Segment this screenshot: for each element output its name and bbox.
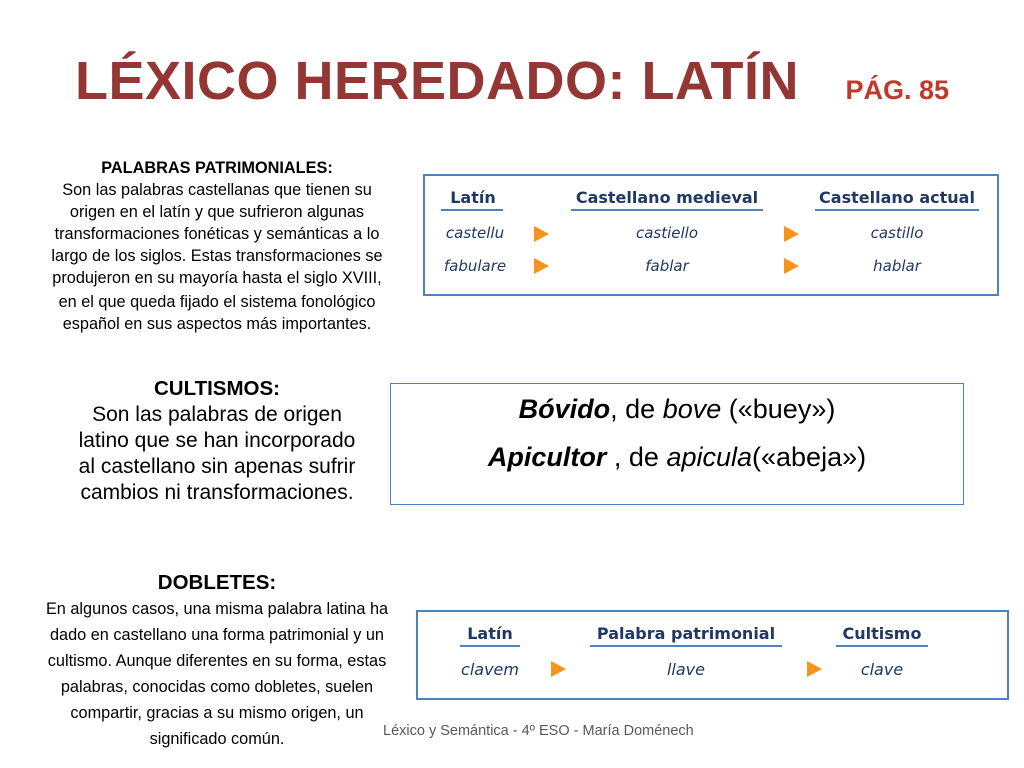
cultismos-line: cambios ni transformaciones. [80, 481, 354, 504]
table1-cell: fablar [645, 257, 689, 275]
cultismos-line: latino que se han incorporado [78, 429, 356, 452]
table1-header-actual: Castellano actual [819, 188, 975, 207]
arrow-right-icon [551, 661, 566, 677]
arrow-right-icon [534, 258, 549, 274]
example-word: Apicultor [487, 442, 607, 472]
table1-header-underline [815, 209, 979, 211]
patrimoniales-line: origen en el latín y que sufrieron algunas [69, 203, 365, 221]
table2-header-cultismo: Cultismo [842, 624, 922, 643]
cultismos-examples-box [390, 383, 964, 505]
patrimoniales-line: transformaciones fonéticas y semánticas a lo [54, 225, 380, 243]
table2-header-underline [590, 645, 782, 647]
table1-cell: hablar [873, 257, 921, 275]
table2-cell: clavem [461, 660, 519, 679]
arrow-right-icon [784, 226, 799, 242]
example-line [391, 442, 963, 473]
cultismos-line: al castellano sin apenas sufrir [78, 455, 356, 478]
patrimoniales-table [423, 174, 999, 296]
table1-header-underline [571, 209, 763, 211]
table1-header-underline [441, 209, 503, 211]
dobletes-line: palabras, conocidas como dobletes, suelen [60, 678, 374, 696]
table2-header-underline [460, 645, 520, 647]
example-connector: , de [610, 394, 663, 424]
title-page-ref: PÁG. 85 [845, 75, 949, 105]
example-gloss: («abeja») [752, 442, 867, 472]
cultismos-heading: CULTISMOS: [153, 377, 281, 400]
patrimoniales-section [20, 157, 414, 335]
example-connector: , de [606, 442, 667, 472]
patrimoniales-heading: PALABRAS PATRIMONIALES: [101, 159, 333, 177]
table2-cell: llave [666, 660, 705, 679]
example-word: Bóvido [518, 394, 611, 424]
arrow-right-icon [534, 226, 549, 242]
arrow-right-icon [807, 661, 822, 677]
slide-title [0, 50, 1024, 112]
dobletes-section [20, 570, 414, 752]
table1-cell: castiello [635, 224, 699, 242]
dobletes-line: compartir, gracias a su mismo origen, un [70, 704, 364, 722]
example-gloss: («buey») [721, 394, 836, 424]
table1-header-medieval: Castellano medieval [575, 188, 759, 207]
dobletes-line: cultismo. Aunque diferentes en su forma, estas [47, 652, 387, 670]
patrimoniales-line: español en sus aspectos más importantes. [62, 315, 372, 333]
table2-cell: clave [860, 660, 904, 679]
table1-cell: fabulare [443, 257, 507, 275]
dobletes-heading: DOBLETES: [157, 571, 277, 594]
example-line [391, 394, 963, 425]
dobletes-line: significado común. [149, 730, 285, 748]
dobletes-table [416, 610, 1009, 700]
cultismos-line: Son las palabras de origen [92, 403, 342, 426]
example-origin: apicula [666, 442, 753, 472]
table1-header-latin: Latín [450, 188, 496, 207]
example-origin: bove [662, 394, 722, 424]
dobletes-line: dado en castellano una forma patrimonial y un [50, 626, 384, 644]
table1-cell: castellu [445, 224, 505, 242]
cultismos-section [20, 376, 414, 506]
table2-header-underline [836, 645, 928, 647]
title-main: LÉXICO HEREDADO: LATÍN [75, 51, 799, 111]
table1-cell: castillo [870, 224, 924, 242]
slide-footer: Léxico y Semántica - 4º ESO - María Doménech [383, 723, 694, 739]
arrow-right-icon [784, 258, 799, 274]
patrimoniales-line: produjeron en su mayoría hasta el siglo XVIII, [52, 269, 382, 287]
table2-header-latin: Latín [467, 624, 513, 643]
patrimoniales-line: Son las palabras castellanas que tienen su [62, 181, 372, 199]
patrimoniales-line: largo de los siglos. Estas transformaciones se [51, 247, 383, 265]
table2-header-patrimonial: Palabra patrimonial [596, 624, 776, 643]
dobletes-line: En algunos casos, una misma palabra latina ha [45, 600, 389, 618]
patrimoniales-line: en el que queda fijado el sistema fonológico [58, 293, 376, 311]
